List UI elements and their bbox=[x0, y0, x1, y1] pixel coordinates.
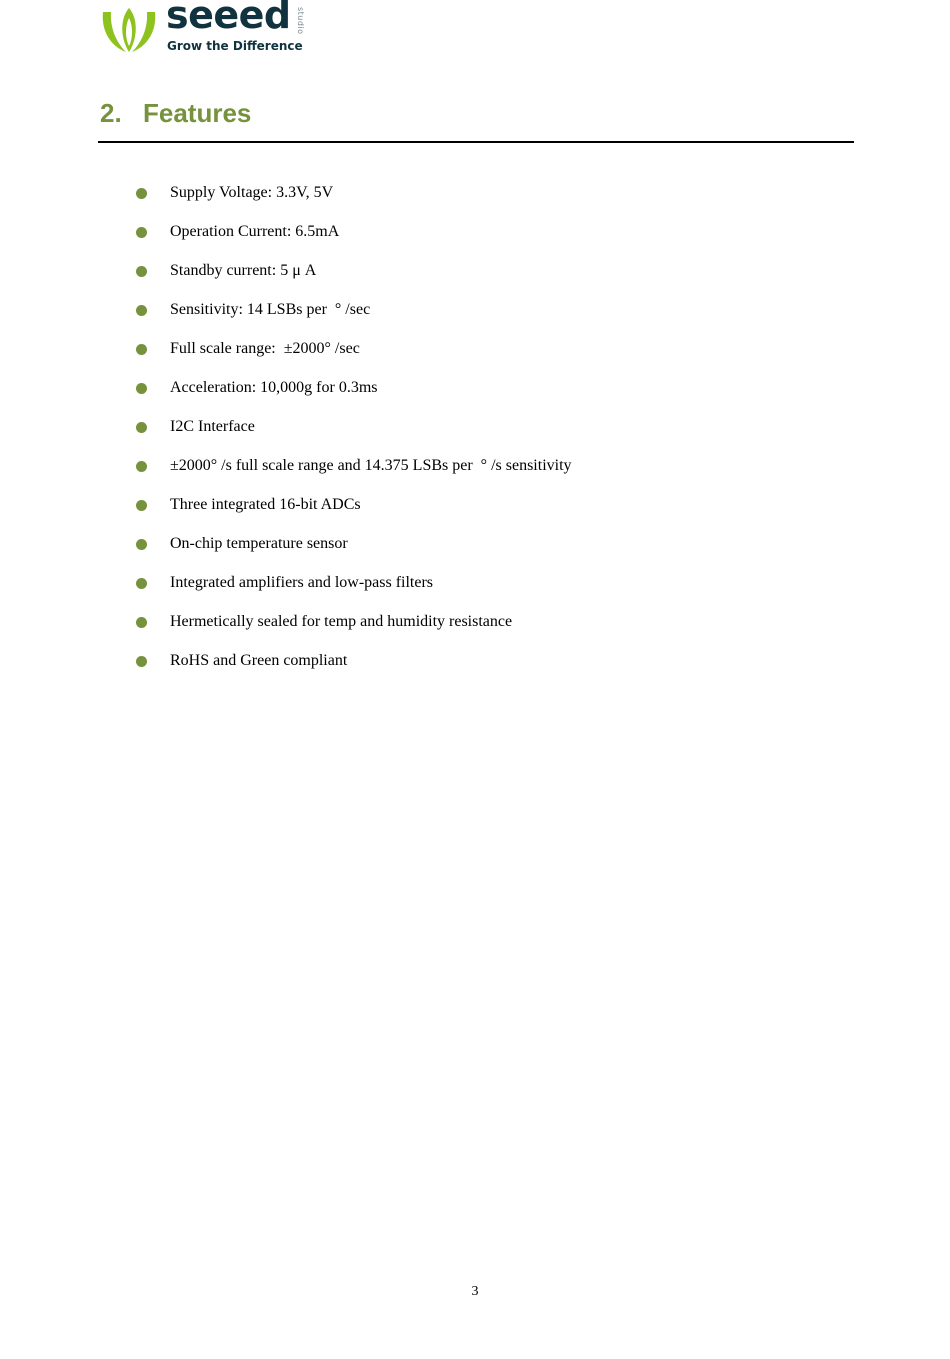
feature-text: Supply Voltage: 3.3V, 5V bbox=[170, 184, 334, 201]
bullet-icon bbox=[136, 656, 147, 667]
feature-text: Three integrated 16-bit ADCs bbox=[170, 496, 361, 513]
sprout-logo-icon bbox=[100, 4, 158, 54]
logo-tagline: Grow the Difference bbox=[167, 39, 303, 53]
feature-text: Sensitivity: 14 LSBs per ° /sec bbox=[170, 301, 371, 318]
feature-text: Full scale range: ±2000° /sec bbox=[170, 340, 360, 357]
feature-text: ±2000° /s full scale range and 14.375 LSBs per ° /s sensitivity bbox=[170, 457, 572, 474]
section-title: Features bbox=[143, 98, 252, 128]
logo-wordmark: seeed bbox=[166, 0, 291, 37]
feature-text: I2C Interface bbox=[170, 418, 255, 435]
seeed-studio-logo bbox=[100, 2, 315, 56]
bullet-icon bbox=[136, 461, 147, 472]
section-number: 2. bbox=[100, 98, 122, 128]
section-heading bbox=[100, 98, 251, 129]
bullet-icon bbox=[136, 188, 147, 199]
bullet-icon bbox=[136, 227, 147, 238]
feature-text: Acceleration: 10,000g for 0.3ms bbox=[170, 379, 378, 396]
bullet-icon bbox=[136, 422, 147, 433]
feature-text: Hermetically sealed for temp and humidity resistance bbox=[170, 613, 513, 630]
bullet-icon bbox=[136, 383, 147, 394]
bullet-icon bbox=[136, 305, 147, 316]
page-number: 3 bbox=[471, 1284, 479, 1299]
logo-studio-label: studio bbox=[296, 7, 305, 35]
bullet-icon bbox=[136, 578, 147, 589]
bullet-icon bbox=[136, 266, 147, 277]
bullet-icon bbox=[136, 344, 147, 355]
feature-text: Operation Current: 6.5mA bbox=[170, 223, 340, 240]
feature-text: Integrated amplifiers and low-pass filters bbox=[170, 574, 434, 591]
feature-text: RoHS and Green compliant bbox=[170, 652, 348, 669]
bullet-icon bbox=[136, 500, 147, 511]
bullet-icon bbox=[136, 617, 147, 628]
feature-text: Standby current: 5 μ A bbox=[170, 262, 317, 279]
feature-text: On-chip temperature sensor bbox=[170, 535, 348, 552]
heading-divider bbox=[98, 141, 854, 143]
bullet-icon bbox=[136, 539, 147, 550]
